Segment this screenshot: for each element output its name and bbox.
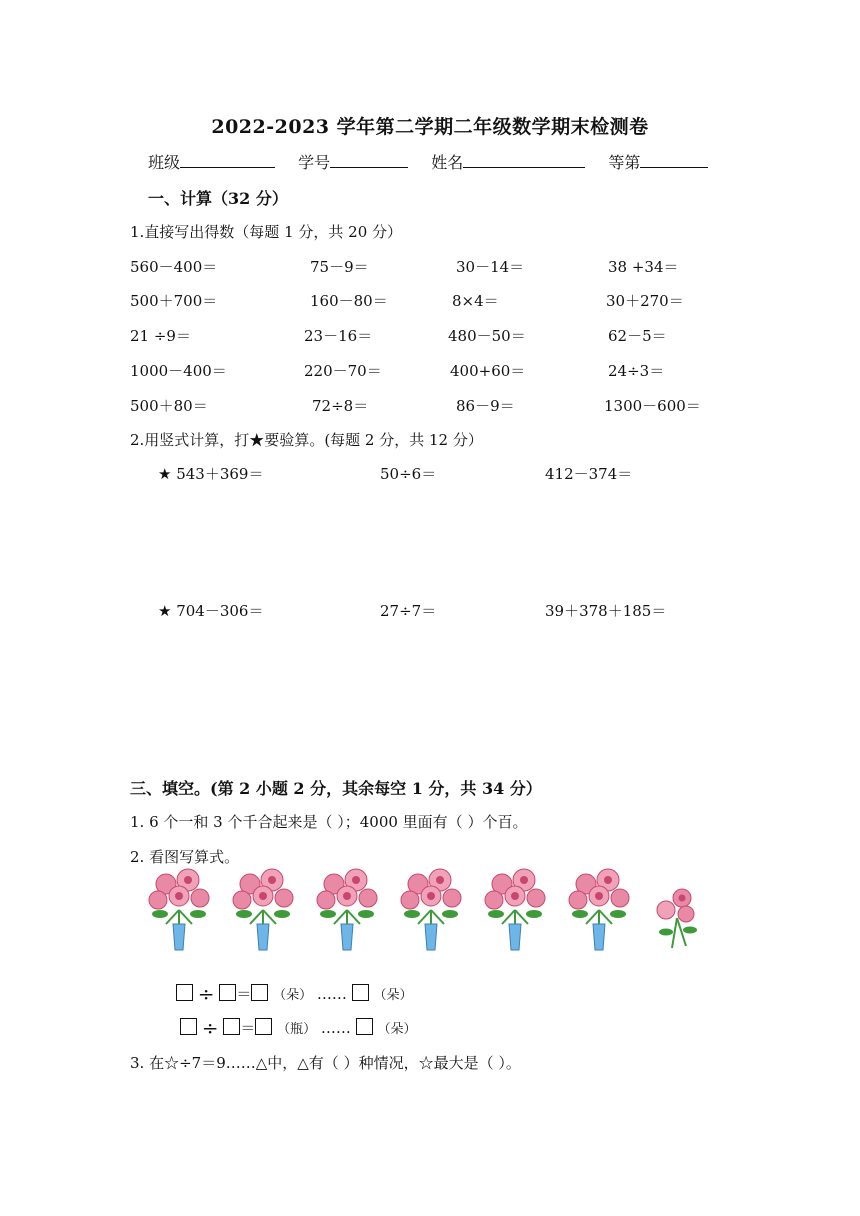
calc-item: 23－16＝ [304,327,373,345]
answer-box[interactable] [223,1018,240,1035]
vertical-calc-item: 50÷6＝ [380,465,437,483]
name-blank[interactable] [463,153,585,168]
calc-item: 560－400＝ [130,258,218,276]
calc-row [130,325,750,349]
calc-row [130,256,750,280]
flower-vase-image [230,866,296,954]
flower-vase-image [398,866,464,954]
answer-box[interactable] [352,984,369,1001]
number-blank[interactable] [330,153,408,168]
calc-item: 30－14＝ [456,258,525,276]
remainder-dots: …… [320,1019,351,1037]
flower-vase-image [482,866,548,954]
number-field [298,150,408,173]
q1-prompt: 1.直接写出得数（每题 1 分，共 20 分） [130,223,403,241]
grade-blank[interactable] [640,153,708,168]
flower-vase-image [146,866,212,954]
calc-row [130,395,750,419]
calc-row [130,290,750,314]
vertical-calc-item: 412－374＝ [545,465,633,483]
flower-vase-image [566,866,632,954]
class-blank[interactable] [180,153,275,168]
section1-heading: 一、计算（32 分） [148,189,288,208]
calc-item: 400+60＝ [450,362,526,380]
calc-item: 8×4＝ [452,292,499,310]
number-label: 学号 [298,153,331,172]
calc-item: 62－5＝ [608,327,667,345]
vertical-calc-item: ★ 543＋369＝ [158,465,264,483]
answer-box[interactable] [180,1018,197,1035]
divide-sign: ÷ [201,1016,219,1040]
calc-item: 21 ÷9＝ [130,327,191,345]
loose-flower-image [652,888,702,950]
unit-label: （瓶） [277,1022,317,1037]
divide-sign: ÷ [197,982,215,1006]
remainder-dots: …… [316,985,347,1003]
name-label: 姓名 [431,153,464,172]
grade-field [608,150,708,173]
student-info-line [148,150,726,173]
calc-item: 500＋80＝ [130,397,208,415]
equals-sign: ＝ [236,985,252,1003]
vertical-calc-row [158,463,718,487]
calc-item: 1000－400＝ [130,362,227,380]
calc-item: 72÷8＝ [312,397,369,415]
calc-item: 220－70＝ [304,362,382,380]
formula-row-1 [176,982,413,1006]
unit-label: （朵） [377,1022,417,1037]
calc-item: 30＋270＝ [606,292,684,310]
unit-label: （朵） [373,988,413,1003]
calc-row [130,360,750,384]
vertical-calc-item: 27÷7＝ [380,602,437,620]
equals-sign: ＝ [240,1019,256,1037]
calc-item: 500＋700＝ [130,292,218,310]
flower-vase-image [314,866,380,954]
calc-item: 480－50＝ [448,327,526,345]
calc-item: 38 +34＝ [608,258,679,276]
vertical-calc-row [158,600,718,624]
unit-label: （朵） [273,988,313,1003]
class-label: 班级 [148,153,181,172]
class-field [148,150,275,173]
q2-prompt: 2.用竖式计算，打★要验算。(每题 2 分，共 12 分） [130,431,483,449]
fill-q3: 3. 在☆÷7＝9……△中，△有（ ）种情况，☆最大是（ ）。 [130,1054,521,1072]
calc-item: 75－9＝ [310,258,369,276]
fill-q1: 1. 6 个一和 3 个千合起来是（ ）；4000 里面有（ ）个百。 [130,813,528,831]
vertical-calc-item: 39＋378＋185＝ [545,602,667,620]
calc-item: 160－80＝ [310,292,388,310]
vertical-calc-item: ★ 704－306＝ [158,602,264,620]
section3-heading: 三、填空。(第 2 小题 2 分，其余每空 1 分，共 34 分） [130,779,542,798]
fill-q2: 2. 看图写算式。 [130,848,240,866]
calc-item: 24÷3＝ [608,362,665,380]
grade-label: 等第 [608,153,641,172]
calc-item: 1300－600＝ [604,397,701,415]
page-title: 2022-2023 学年第二学期二年级数学期末检测卷 [211,116,649,138]
answer-box[interactable] [251,984,268,1001]
answer-box[interactable] [255,1018,272,1035]
formula-row-2 [180,1016,417,1040]
answer-box[interactable] [356,1018,373,1035]
flower-illustration [146,866,726,956]
answer-box[interactable] [176,984,193,1001]
answer-box[interactable] [219,984,236,1001]
name-field [431,150,585,173]
calc-item: 86－9＝ [456,397,515,415]
